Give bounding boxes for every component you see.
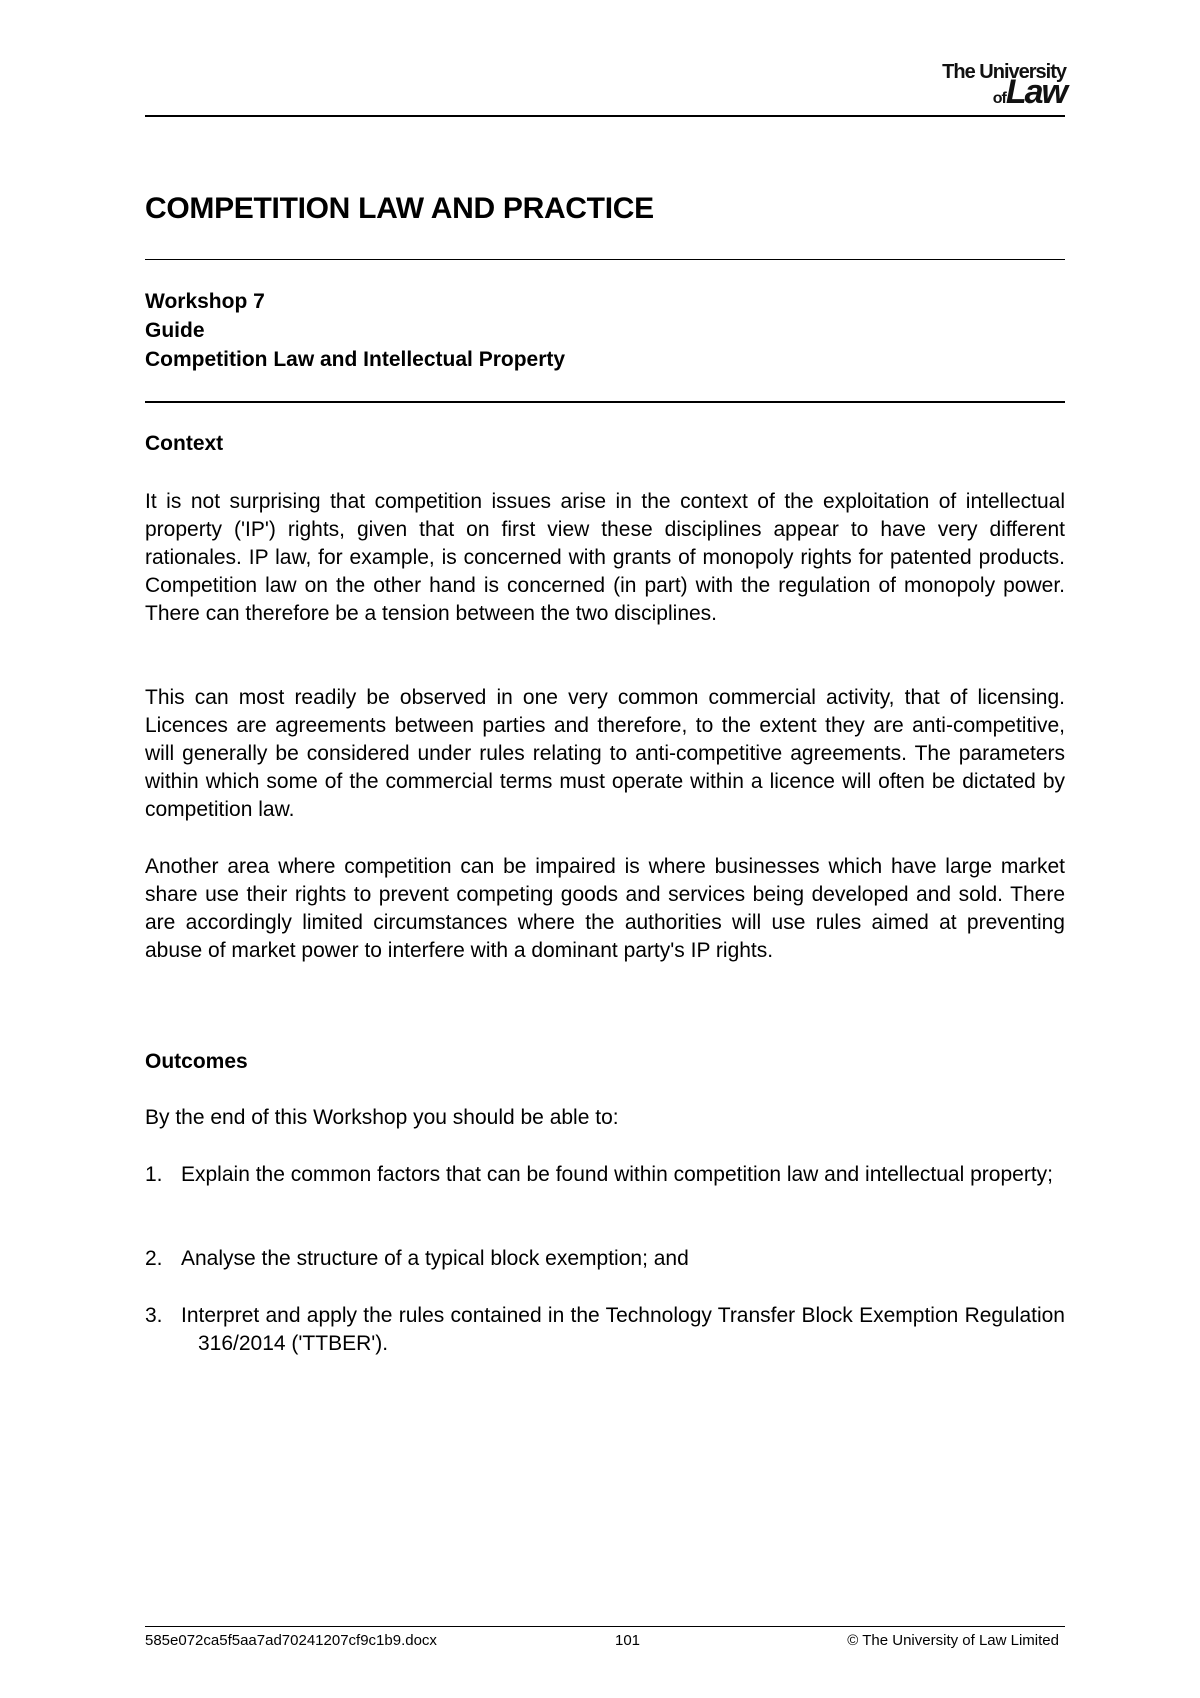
context-paragraph: It is not surprising that competition issues arise in the context of the exploitation of intellectual property ('IP') rights, given that on first view these disciplines appear to have very different rationales. IP law, for example, is concerned with grants of monopoly rights for patented products. Competition law on the other hand is concerned (in part) with the regulation of monopoly power. There can therefore be a tension between the two disciplines.	[145, 490, 1065, 625]
outcomes-intro: By the end of this Workshop you should be able to:	[145, 1106, 619, 1129]
outcomes-heading: Outcomes	[145, 1050, 248, 1073]
title-divider	[145, 259, 1065, 260]
workshop-number: Workshop 7	[145, 290, 265, 313]
footer-filename: 585e072ca5f5aa7ad70241207cf9c1b9.docx	[145, 1632, 437, 1649]
outcomes-section-heading	[145, 1048, 1065, 1076]
outcome-text: Analyse the structure of a typical block exemption; and	[181, 1247, 689, 1270]
outcome-number: 3.	[145, 1304, 163, 1327]
document-title: COMPETITION LAW AND PRACTICE	[145, 192, 654, 225]
page-footer	[145, 1632, 1065, 1654]
university-logo	[942, 62, 1066, 113]
context-paragraph-1-wrap	[145, 488, 1065, 628]
footer-page-number: 101	[615, 1632, 641, 1649]
workshop-type: Guide	[145, 319, 205, 342]
outcome-item	[145, 1245, 1065, 1273]
context-section-heading	[145, 430, 1065, 458]
outcome-item	[145, 1302, 1065, 1358]
logo-of: of	[992, 90, 1006, 107]
footer-copyright: © The University of Law Limited	[847, 1632, 1059, 1649]
footer-divider	[145, 1626, 1065, 1627]
outcome-number: 1.	[145, 1163, 163, 1186]
workshop-header	[145, 287, 565, 374]
logo-law: Law	[1005, 73, 1066, 111]
context-paragraph: Another area where competition can be impaired is where businesses which have large market share use their rights to prevent competing goods and services being developed and sold. There are accordingly limited circumstances where the authorities will use rules aimed at preventing abuse of market power to interfere with a dominant party's IP rights.	[145, 855, 1065, 962]
logo-line-law	[942, 73, 1066, 113]
outcome-text: Interpret and apply the rules contained in the Technology Transfer Block Exemption Regulation 316/2014 ('TTBER').	[181, 1304, 1065, 1355]
workshop-subject: Competition Law and Intellectual Property	[145, 348, 566, 371]
context-paragraph-3-wrap	[145, 853, 1065, 965]
outcome-text: Explain the common factors that can be found within competition law and intellectual property;	[181, 1163, 1053, 1186]
context-heading: Context	[145, 432, 224, 455]
outcomes-intro-wrap	[145, 1104, 1065, 1132]
section-divider	[145, 401, 1065, 403]
logo-line-university: The University	[942, 61, 1066, 83]
outcome-number: 2.	[145, 1247, 163, 1270]
context-paragraph-2-wrap	[145, 684, 1065, 824]
context-paragraph: This can most readily be observed in one very common commercial activity, that of licensing. Licences are agreements between parties and therefore, to the extent they are anti-competitive, will generally be considered under rules relating to anti-competitive agreements. The parameters within which some of the commercial terms must operate within a licence will often be dictated by competition law.	[145, 686, 1065, 821]
header-divider	[145, 115, 1065, 117]
outcome-item	[145, 1161, 1065, 1189]
